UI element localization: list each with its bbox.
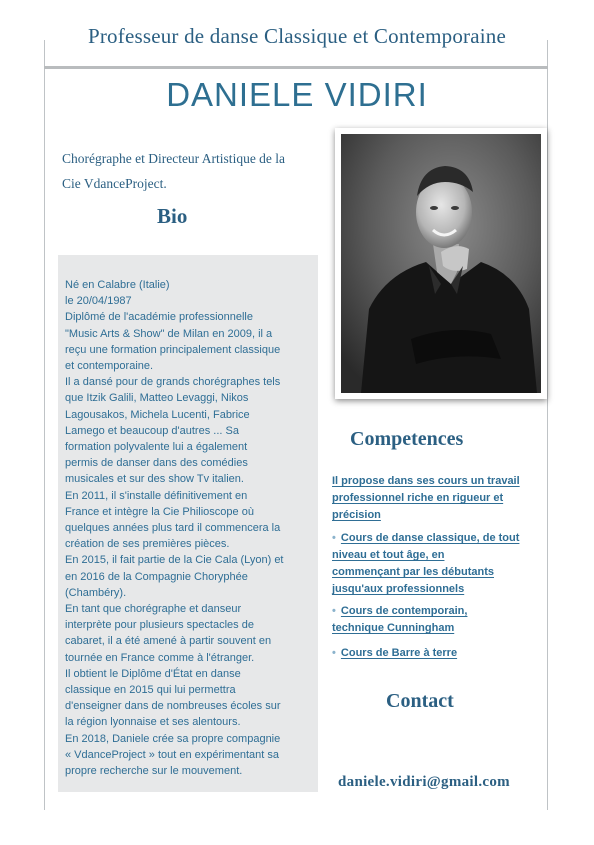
header-divider: [44, 66, 548, 69]
contact-email[interactable]: daniele.vidiri@gmail.com: [338, 774, 510, 790]
bullet-icon: •: [332, 647, 336, 659]
bio-line: Diplômé de l'académie professionnelle: [65, 311, 253, 324]
competences-intro-line: [332, 490, 542, 507]
bio-line: en 2016 de la Compagnie Choryphée: [65, 570, 248, 583]
bio-line: musicales et sur des show Tv italien.: [65, 473, 244, 486]
competence-line: [332, 620, 542, 637]
bio-line: (Chambéry).: [65, 586, 127, 599]
bio-line: création de ses premières pièces.: [65, 538, 230, 551]
bio-line: tournée en France comme à l'étranger.: [65, 651, 255, 664]
competences-intro: [332, 473, 542, 524]
bio-line: En 2018, Daniele crée sa propre compagnie: [65, 732, 281, 745]
role-subtitle: [62, 146, 332, 196]
competence-line: [332, 530, 542, 547]
bullet-icon: •: [332, 605, 336, 617]
competence-line: [332, 547, 542, 564]
bio-line: "Music Arts & Show" de Milan en 2009, il a: [65, 327, 273, 340]
competence-line: [332, 581, 542, 598]
competence-item-classique: [332, 530, 542, 598]
bio-line: d'enseigner dans de nombreuses écoles sur: [65, 700, 281, 713]
portrait-photo: [341, 134, 541, 393]
competences-intro-text: précision: [332, 509, 381, 521]
bio-line: En 2015, il fait partie de la Cie Cala (Lyon) et: [65, 554, 284, 567]
portrait-photo-frame: [335, 128, 547, 399]
competence-item-contemporain: [332, 603, 542, 637]
competence-line: [332, 603, 542, 620]
competences-intro-text: Il propose dans ses cours un travail: [332, 475, 520, 487]
bio-line: la région lyonnaise et ses alentours.: [65, 716, 241, 729]
bio-heading: Bio: [157, 204, 188, 228]
bio-line: propre recherche sur le mouvement.: [65, 765, 243, 778]
role-subtitle-line: Chorégraphe et Directeur Artistique de la: [62, 151, 286, 166]
bio-line: « VdanceProject » tout en expérimentant sa: [65, 748, 280, 761]
bio-line: formation polyvalente lui a également: [65, 441, 248, 454]
bio-line: cabaret, il a été amené à partir souvent en: [65, 635, 272, 648]
bio-line: Lagousakos, Michela Lucenti, Fabrice: [65, 408, 250, 421]
bio-line: reçu une formation principalement classique: [65, 343, 281, 356]
role-subtitle-line: Cie VdanceProject.: [62, 176, 167, 191]
bullet-icon: •: [332, 532, 336, 544]
bio-line: interprète pour plusieurs spectacles de: [65, 619, 254, 632]
competence-text: jusqu'aux professionnels: [332, 583, 465, 595]
page-header-title: Professeur de danse Classique et Contemporaine: [87, 24, 506, 48]
bio-line: le 20/04/1987: [65, 295, 132, 308]
bio-line: En tant que chorégraphe et danseur: [65, 603, 242, 616]
bio-line: Lamego et beaucoup d'autres ... Sa: [65, 424, 239, 437]
left-border-line: [44, 40, 45, 810]
competence-text: niveau et tout âge, en: [332, 549, 445, 561]
bio-line: France et intègre la Cie Philioscope où: [65, 505, 254, 518]
bio-line: et contemporaine.: [65, 360, 154, 373]
competence-item-barre: [332, 645, 542, 662]
bio-line: Il a dansé pour de grands chorégraphes tels: [65, 376, 281, 389]
competence-text: technique Cunningham: [332, 622, 455, 634]
bio-line: quelques années plus tard il commencera la: [65, 522, 281, 535]
bio-line: En 2011, il s'installe définitivement en: [65, 489, 248, 502]
competences-intro-line: [332, 473, 542, 490]
competences-intro-text: professionnel riche en rigueur et: [332, 492, 504, 504]
right-border-line: [547, 40, 548, 810]
bio-line: Il obtient le Diplôme d'État en danse: [65, 667, 241, 680]
competence-text: Cours de contemporain,: [340, 605, 468, 617]
bio-line: que Itzik Galili, Matteo Levaggi, Nikos: [65, 392, 249, 405]
competence-line: [332, 564, 542, 581]
bio-line: Né en Calabre (Italie): [65, 279, 170, 291]
competence-line: [332, 645, 542, 662]
bio-line: permis de danser dans des comédies: [65, 457, 248, 470]
competence-text: Cours de danse classique, de tout: [340, 532, 520, 544]
bio-line: classique en 2015 qui lui permettra: [65, 684, 236, 697]
person-name: DANIELE VIDIRI: [166, 76, 428, 113]
competence-text: commençant par les débutants: [332, 566, 494, 578]
competences-heading: Competences: [350, 428, 464, 450]
bio-text-box: [58, 255, 318, 792]
competence-text: Cours de Barre à terre: [340, 647, 458, 659]
competences-intro-line: [332, 507, 542, 524]
contact-heading: Contact: [386, 690, 454, 712]
